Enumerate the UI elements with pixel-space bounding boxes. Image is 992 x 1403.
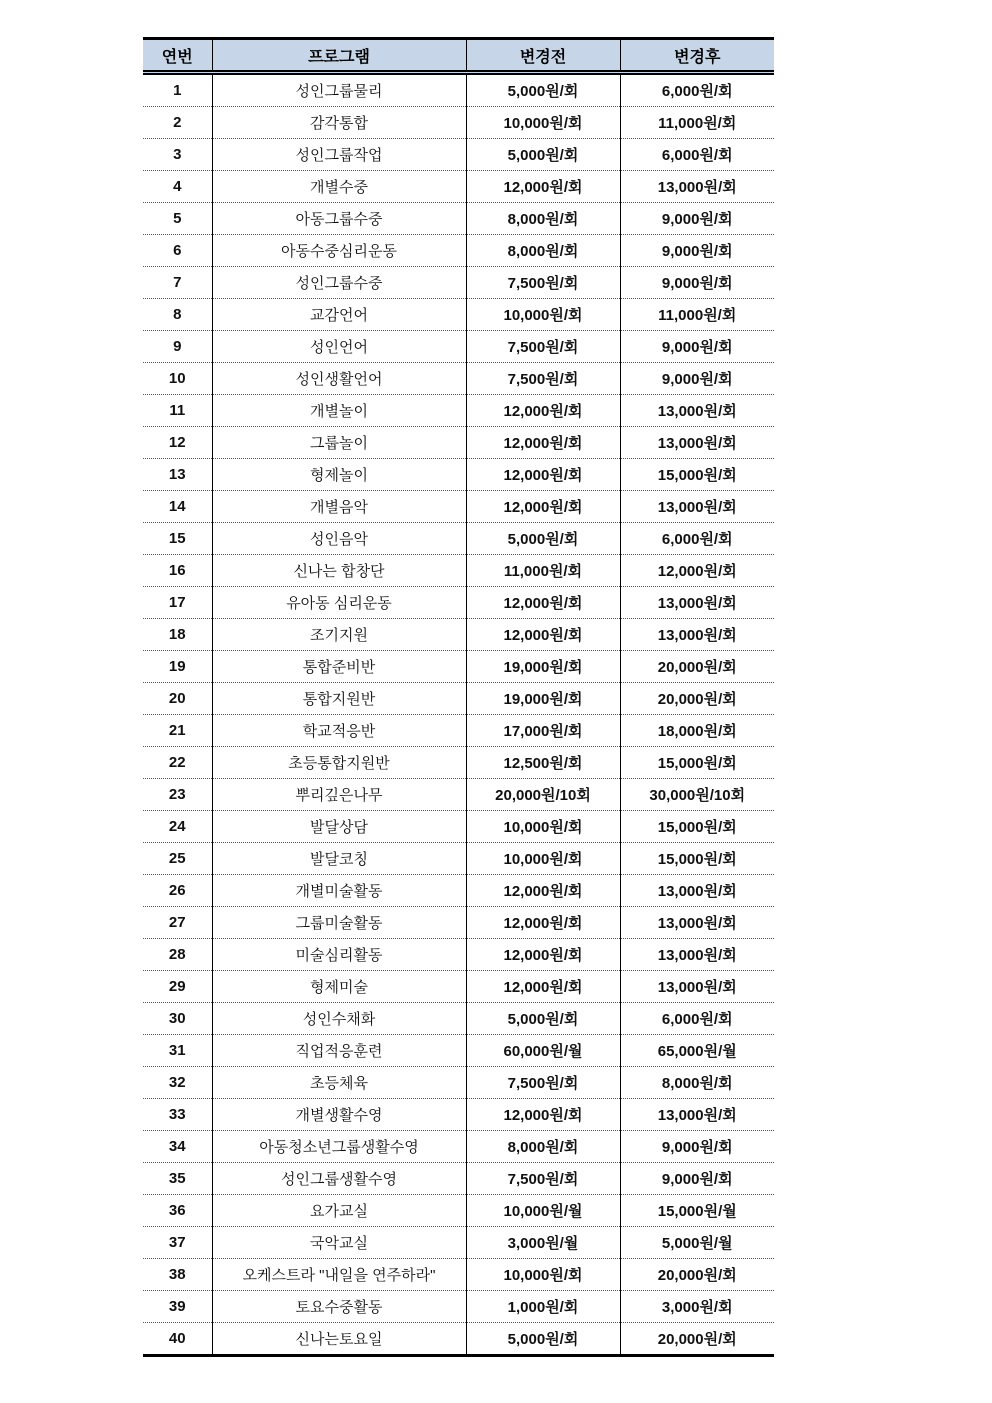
cell-row-number: 3 [143,139,212,171]
cell-price-after: 13,000원/회 [620,587,774,619]
cell-program-name: 초등체육 [212,1067,466,1099]
cell-program-name: 성인그룹물리 [212,73,466,107]
table-row [143,779,774,811]
cell-row-number: 34 [143,1131,212,1163]
cell-price-before: 7,500원/회 [466,267,620,299]
table-row [143,107,774,139]
cell-price-before: 11,000원/회 [466,555,620,587]
cell-price-before: 12,000원/회 [466,395,620,427]
cell-price-after: 30,000원/10회 [620,779,774,811]
cell-row-number: 28 [143,939,212,971]
cell-row-number: 1 [173,82,182,99]
cell-row-number: 13 [143,459,212,491]
cell-program-name: 발달코칭 [212,843,466,875]
cell-row-number: 17 [143,587,212,619]
cell-price-before: 12,000원/회 [466,619,620,651]
table-row [143,73,774,107]
table-row [143,907,774,939]
table-row [143,1099,774,1131]
cell-row-number: 14 [143,491,212,523]
cell-price-after: 13,000원/회 [620,939,774,971]
cell-price-after: 9,000원/회 [620,1131,774,1163]
cell-price-after: 20,000원/회 [620,1259,774,1291]
cell-price-before: 12,000원/회 [466,939,620,971]
cell-program-name: 그룹놀이 [212,427,466,459]
cell-row-number: 12 [143,427,212,459]
cell-row-number: 31 [143,1035,212,1067]
cell-program-name: 성인그룹수중 [212,267,466,299]
cell-row-number: 27 [143,907,212,939]
cell-price-after: 12,000원/회 [620,555,774,587]
cell-price-before: 8,000원/회 [466,235,620,267]
table-row [143,1163,774,1195]
cell-price-after: 9,000원/회 [620,331,774,363]
cell-price-after: 13,000원/회 [620,907,774,939]
table-row [143,811,774,843]
cell-price-before: 3,000원/월 [466,1227,620,1259]
cell-row-number: 40 [143,1323,212,1356]
cell-price-before: 12,000원/회 [466,907,620,939]
cell-price-after: 11,000원/회 [620,299,774,331]
cell-program-name: 아동그룹수중 [212,203,466,235]
cell-row-number: 20 [143,683,212,715]
cell-program-name: 형제놀이 [212,459,466,491]
cell-program-name: 미술심리활동 [212,939,466,971]
cell-price-after: 15,000원/월 [620,1195,774,1227]
cell-price-before: 12,000원/회 [466,491,620,523]
cell-program-name: 성인그룹생활수영 [212,1163,466,1195]
cell-price-before: 5,000원/회 [466,1003,620,1035]
cell-price-after: 15,000원/회 [620,747,774,779]
cell-program-name: 학교적응반 [212,715,466,747]
cell-price-before: 12,000원/회 [466,971,620,1003]
cell-row-number: 26 [143,875,212,907]
cell-price-before: 60,000원/월 [466,1035,620,1067]
table-row [143,1067,774,1099]
table-row [143,1131,774,1163]
table-body [143,73,774,1356]
table-row [143,1003,774,1035]
table-row [143,747,774,779]
cell-row-number: 15 [143,523,212,555]
cell-price-before: 12,000원/회 [466,587,620,619]
cell-price-after: 20,000원/회 [620,1323,774,1356]
table-row [143,1259,774,1291]
table-row [143,1227,774,1259]
cell-price-after: 13,000원/회 [620,171,774,203]
cell-price-before: 7,500원/회 [466,1067,620,1099]
table-row [143,171,774,203]
table-row [143,299,774,331]
cell-price-before: 5,000원/회 [466,1323,620,1356]
cell-row-number: 10 [143,363,212,395]
cell-row-number: 11 [143,395,212,427]
cell-price-after: 15,000원/회 [620,843,774,875]
cell-row-number: 2 [143,107,212,139]
table-row [143,939,774,971]
cell-price-after: 18,000원/회 [620,715,774,747]
column-header-no: 연번 [143,39,212,73]
cell-price-before: 5,000원/회 [466,523,620,555]
cell-program-name: 그룹미술활동 [212,907,466,939]
cell-program-name: 성인수채화 [212,1003,466,1035]
cell-price-after: 9,000원/회 [620,267,774,299]
cell-price-after: 13,000원/회 [620,971,774,1003]
column-header-before: 변경전 [466,39,620,73]
cell-row-number: 33 [143,1099,212,1131]
cell-program-name: 성인그룹작업 [212,139,466,171]
table-row [143,459,774,491]
cell-program-name: 유아동 심리운동 [212,587,466,619]
cell-price-after: 3,000원/회 [620,1291,774,1323]
table-row [143,715,774,747]
table-row [143,843,774,875]
cell-row-number: 30 [143,1003,212,1035]
cell-row-number: 7 [143,267,212,299]
cell-row-number: 21 [143,715,212,747]
cell-price-before: 10,000원/회 [466,811,620,843]
cell-price-before: 19,000원/회 [466,651,620,683]
table-row [143,587,774,619]
table-row [143,619,774,651]
cell-price-after: 13,000원/회 [620,875,774,907]
cell-row-number: 38 [143,1259,212,1291]
cell-row-number: 37 [143,1227,212,1259]
cell-row-number: 22 [143,747,212,779]
cell-program-name: 요가교실 [212,1195,466,1227]
cell-row-number: 18 [143,619,212,651]
cell-price-before: 8,000원/회 [466,1131,620,1163]
cell-price-after: 20,000원/회 [620,651,774,683]
cell-program-name: 개별미술활동 [212,875,466,907]
cell-price-before: 7,500원/회 [466,363,620,395]
cell-price-after: 13,000원/회 [620,491,774,523]
cell-row-number: 36 [143,1195,212,1227]
cell-program-name: 토요수중활동 [212,1291,466,1323]
table-row [143,235,774,267]
cell-price-after: 5,000원/월 [620,1227,774,1259]
cell-program-name: 아동청소년그룹생활수영 [212,1131,466,1163]
cell-price-before: 17,000원/회 [466,715,620,747]
cell-row-number: 19 [143,651,212,683]
cell-price-after: 13,000원/회 [620,427,774,459]
cell-price-after: 13,000원/회 [620,1099,774,1131]
cell-price-after: 13,000원/회 [620,619,774,651]
table-row [143,427,774,459]
cell-program-name: 개별수중 [212,171,466,203]
cell-row-number: 8 [143,299,212,331]
cell-program-name: 오케스트라 "내일을 연주하라" [212,1259,466,1291]
table-row [143,971,774,1003]
cell-program-name: 성인언어 [212,331,466,363]
cell-price-before: 5,000원/회 [466,139,620,171]
cell-program-name: 신나는토요일 [212,1323,466,1356]
column-header-after: 변경후 [620,39,774,73]
cell-price-before: 12,000원/회 [466,171,620,203]
table-row [143,1291,774,1323]
cell-row-number: 32 [143,1067,212,1099]
cell-price-after: 13,000원/회 [620,395,774,427]
cell-price-before: 10,000원/회 [466,107,620,139]
cell-program-name: 뿌리깊은나무 [212,779,466,811]
cell-program-name: 감각통합 [212,107,466,139]
table-row [143,331,774,363]
cell-program-name: 아동수중심리운동 [212,235,466,267]
cell-row-number: 24 [143,811,212,843]
cell-row-number: 6 [143,235,212,267]
cell-price-before: 12,000원/회 [466,427,620,459]
table-row [143,683,774,715]
cell-price-before: 8,000원/회 [466,203,620,235]
cell-price-after: 9,000원/회 [620,363,774,395]
cell-price-before: 1,000원/회 [466,1291,620,1323]
cell-price-after: 11,000원/회 [620,107,774,139]
price-change-table [143,37,774,1357]
cell-price-after: 15,000원/회 [620,811,774,843]
table-row [143,1035,774,1067]
cell-price-before: 7,500원/회 [466,331,620,363]
cell-price-after: 9,000원/회 [620,235,774,267]
cell-program-name: 국악교실 [212,1227,466,1259]
table-row [143,267,774,299]
header-row [143,39,774,73]
cell-price-before: 7,500원/회 [466,1163,620,1195]
table-row [143,523,774,555]
cell-price-after: 6,000원/회 [620,73,774,107]
cell-program-name: 성인생활언어 [212,363,466,395]
table-row [143,395,774,427]
cell-row-number: 35 [143,1163,212,1195]
cell-price-before: 10,000원/월 [466,1195,620,1227]
cell-row-number: 23 [143,779,212,811]
table-row [143,139,774,171]
cell-row-number: 5 [143,203,212,235]
cell-price-before: 5,000원/회 [466,73,620,107]
table-row [143,203,774,235]
cell-price-after: 6,000원/회 [620,139,774,171]
cell-price-before: 20,000원/10회 [466,779,620,811]
cell-program-name: 직업적응훈련 [212,1035,466,1067]
cell-program-name: 개별생활수영 [212,1099,466,1131]
cell-program-name: 교감언어 [212,299,466,331]
cell-price-after: 9,000원/회 [620,1163,774,1195]
cell-program-name: 조기지원 [212,619,466,651]
cell-price-before: 12,000원/회 [466,459,620,491]
cell-price-after: 8,000원/회 [620,1067,774,1099]
cell-program-name: 발달상담 [212,811,466,843]
cell-program-name: 초등통합지원반 [212,747,466,779]
cell-price-after: 20,000원/회 [620,683,774,715]
cell-row-number: 16 [143,555,212,587]
cell-price-after: 6,000원/회 [620,523,774,555]
cell-program-name: 신나는 합창단 [212,555,466,587]
cell-program-name: 성인음악 [212,523,466,555]
cell-program-name: 통합지원반 [212,683,466,715]
cell-price-before: 12,000원/회 [466,1099,620,1131]
cell-price-before: 12,500원/회 [466,747,620,779]
table-row [143,555,774,587]
table-row [143,1323,774,1356]
cell-price-after: 9,000원/회 [620,203,774,235]
cell-price-after: 65,000원/월 [620,1035,774,1067]
cell-price-before: 10,000원/회 [466,1259,620,1291]
cell-price-after: 6,000원/회 [620,1003,774,1035]
cell-row-number: 39 [143,1291,212,1323]
cell-price-before: 12,000원/회 [466,875,620,907]
cell-row-number: 9 [143,331,212,363]
cell-row-number: 4 [143,171,212,203]
cell-program-name: 통합준비반 [212,651,466,683]
column-header-program: 프로그램 [212,39,466,73]
table-row [143,1195,774,1227]
cell-program-name: 개별음악 [212,491,466,523]
cell-price-before: 19,000원/회 [466,683,620,715]
cell-row-number: 25 [143,843,212,875]
table-row [143,363,774,395]
cell-price-before: 10,000원/회 [466,299,620,331]
table-row [143,875,774,907]
cell-program-name: 개별놀이 [212,395,466,427]
cell-row-number: 29 [143,971,212,1003]
cell-program-name: 형제미술 [212,971,466,1003]
cell-price-after: 15,000원/회 [620,459,774,491]
table-row [143,651,774,683]
table-row [143,491,774,523]
cell-price-before: 10,000원/회 [466,843,620,875]
